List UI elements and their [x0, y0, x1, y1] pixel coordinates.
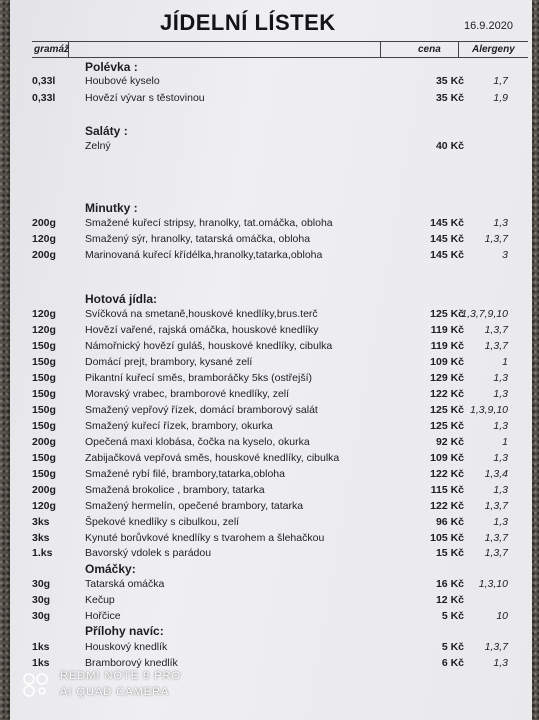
menu-row-name: Smažený hermelín, opečené brambory, tatarka — [85, 500, 304, 512]
watermark-camera: AI QUAD CAMERA — [60, 686, 170, 698]
menu-row-price: 109 Kč — [430, 356, 464, 368]
section-omacky: Omáčky: — [85, 562, 136, 576]
menu-row-quantity: 30g — [32, 578, 51, 590]
menu-row-name: Bramborový knedlík — [85, 657, 178, 669]
menu-date: 16.9.2020 — [464, 20, 513, 32]
menu-row-allergens: 1,7 — [493, 75, 508, 87]
menu-row-allergens: 1,3 — [493, 484, 508, 496]
menu-row-allergens: 1,3,7 — [484, 324, 508, 336]
watermark-model: REDMI NOTE 9 PRO — [60, 670, 182, 682]
menu-row — [10, 641, 532, 655]
menu-row-name: Špekové knedlíky s cibulkou, zelí — [85, 516, 240, 528]
menu-row — [10, 657, 532, 671]
menu-row — [10, 420, 532, 434]
menu-row-name: Zelný — [85, 140, 111, 152]
menu-row-allergens: 1,3,9,10 — [470, 404, 508, 416]
section-polevka: Polévka : — [85, 60, 138, 74]
menu-row-quantity: 150g — [32, 356, 56, 368]
menu-row-quantity: 1ks — [32, 657, 50, 669]
menu-row-allergens: 1,3 — [493, 420, 508, 432]
menu-row-quantity: 30g — [32, 594, 51, 606]
menu-row-name: Smažený sýr, hranolky, tatarská omáčka, obloha — [85, 233, 311, 245]
column-header-cena: cena — [418, 44, 441, 55]
menu-row-name: Svíčková na smetaně,houskové knedlíky,brus.terč — [85, 308, 318, 320]
menu-row — [10, 468, 532, 482]
menu-row-price: 105 Kč — [430, 532, 464, 544]
menu-paper — [10, 0, 532, 720]
menu-row-price: 129 Kč — [430, 372, 464, 384]
menu-row-price: 15 Kč — [435, 547, 464, 559]
menu-row-price: 92 Kč — [435, 436, 464, 448]
menu-row-name: Kečup — [85, 594, 115, 606]
menu-row-quantity: 30g — [32, 610, 51, 622]
menu-row-allergens: 1,3,7,9,10 — [461, 308, 508, 320]
header-bottom-rule — [32, 57, 528, 58]
menu-row — [10, 75, 532, 89]
menu-row-price: 119 Kč — [430, 340, 464, 352]
menu-row — [10, 610, 532, 624]
menu-row-name: Kynuté borůvkové knedlíky s tvarohem a šlehačkou — [85, 532, 325, 544]
menu-row-quantity: 120g — [32, 500, 56, 512]
menu-row-name: Moravský vrabec, bramborové knedlíky, zelí — [85, 388, 290, 400]
section-hotova-jidla: Hotová jídla: — [85, 292, 158, 306]
menu-row-quantity: 0,33l — [32, 75, 56, 87]
menu-row — [10, 356, 532, 370]
menu-row-allergens: 3 — [502, 249, 508, 261]
menu-row-allergens: 1 — [502, 356, 508, 368]
menu-row — [10, 436, 532, 450]
menu-row-name: Hovězí vývar s těstovinou — [85, 92, 205, 104]
menu-row-quantity: 150g — [32, 340, 56, 352]
section-minutky: Minutky : — [85, 201, 138, 215]
menu-row-price: 145 Kč — [430, 217, 464, 229]
menu-row-allergens: 1 — [502, 436, 508, 448]
menu-row-price: 6 Kč — [441, 657, 464, 669]
menu-row-name: Smažené rybí filé, brambory,tatarka,obloha — [85, 468, 285, 480]
header-divider — [380, 41, 381, 57]
menu-row — [10, 500, 532, 514]
menu-row-allergens: 1,3,7 — [484, 340, 508, 352]
menu-row-quantity: 3ks — [32, 532, 50, 544]
menu-row-allergens: 1,3 — [493, 516, 508, 528]
menu-row-name: Marinovaná kuřecí křídélka,hranolky,tatarka,obloha — [85, 249, 323, 261]
menu-row-name: Houbové kyselo — [85, 75, 160, 87]
menu-row-quantity: 150g — [32, 372, 56, 384]
menu-row-quantity: 200g — [32, 217, 56, 229]
menu-row-name: Smažená brokolice , brambory, tatarka — [85, 484, 265, 496]
menu-row — [10, 233, 532, 247]
menu-row-price: 122 Kč — [430, 468, 464, 480]
section-salaty: Saláty : — [85, 124, 128, 138]
menu-row-price: 122 Kč — [430, 388, 464, 400]
menu-row-price: 122 Kč — [430, 500, 464, 512]
menu-row — [10, 217, 532, 231]
menu-row-price: 109 Kč — [430, 452, 464, 464]
menu-row-quantity: 150g — [32, 420, 56, 432]
menu-row — [10, 249, 532, 263]
menu-row-allergens: 1,3,7 — [484, 500, 508, 512]
menu-row-allergens: 1,3 — [493, 388, 508, 400]
menu-row — [10, 372, 532, 386]
menu-row-name: Opečená maxi klobása, čočka na kyselo, okurka — [85, 436, 310, 448]
menu-row-name: Tatarská omáčka — [85, 578, 165, 590]
column-header-gramaz: gramáž — [34, 44, 70, 55]
menu-row-quantity: 120g — [32, 233, 56, 245]
menu-row-allergens: 1,3 — [493, 452, 508, 464]
header-top-rule — [32, 41, 528, 42]
menu-row-price: 5 Kč — [441, 641, 464, 653]
menu-row — [10, 388, 532, 402]
menu-row — [10, 92, 532, 106]
menu-row-allergens: 1,9 — [493, 92, 508, 104]
menu-row-quantity: 150g — [32, 388, 56, 400]
menu-row-quantity: 3ks — [32, 516, 50, 528]
menu-row-quantity: 200g — [32, 249, 56, 261]
menu-row-allergens: 1,3,4 — [484, 468, 508, 480]
menu-row — [10, 340, 532, 354]
menu-row-price: 35 Kč — [435, 92, 464, 104]
menu-row-allergens: 1,3,7 — [484, 233, 508, 245]
menu-row — [10, 547, 532, 561]
menu-row-price: 96 Kč — [435, 516, 464, 528]
menu-row-quantity: 150g — [32, 452, 56, 464]
menu-row-price: 40 Kč — [435, 140, 464, 152]
menu-row-allergens: 10 — [496, 610, 508, 622]
section-prilohy: Přílohy navíc: — [85, 624, 164, 638]
menu-row-quantity: 120g — [32, 324, 56, 336]
menu-row-name: Námořnický hovězí guláš, houskové knedlíky, cibulka — [85, 340, 333, 352]
menu-row — [10, 532, 532, 546]
menu-row-price: 125 Kč — [430, 308, 464, 320]
menu-row — [10, 324, 532, 338]
menu-row — [10, 404, 532, 418]
menu-row-allergens: 1,3 — [493, 657, 508, 669]
menu-row — [10, 516, 532, 530]
menu-row-price: 145 Kč — [430, 233, 464, 245]
menu-row-quantity: 150g — [32, 468, 56, 480]
menu-row-allergens: 1,3 — [493, 372, 508, 384]
menu-row-quantity: 120g — [32, 308, 56, 320]
menu-row-price: 5 Kč — [441, 610, 464, 622]
menu-row-name: Hovězí vařené, rajská omáčka, houskové knedlíky — [85, 324, 319, 336]
menu-row — [10, 484, 532, 498]
menu-row-price: 119 Kč — [430, 324, 464, 336]
menu-row — [10, 140, 532, 154]
menu-row-price: 145 Kč — [430, 249, 464, 261]
menu-row-quantity: 200g — [32, 436, 56, 448]
menu-row-name: Domácí prejt, brambory, kysané zelí — [85, 356, 253, 368]
column-header-alergeny: Alergeny — [472, 44, 515, 55]
menu-row-allergens: 1,3,7 — [484, 532, 508, 544]
menu-row-name: Bavorský vdolek s parádou — [85, 547, 212, 559]
menu-row-allergens: 1,3,7 — [484, 641, 508, 653]
menu-row — [10, 594, 532, 608]
menu-row-price: 125 Kč — [430, 404, 464, 416]
menu-row-price: 35 Kč — [435, 75, 464, 87]
menu-row-price: 115 Kč — [430, 484, 464, 496]
menu-row — [10, 308, 532, 322]
menu-row-name: Smažený kuřecí řízek, brambory, okurka — [85, 420, 273, 432]
menu-row-price: 12 Kč — [435, 594, 464, 606]
menu-row-name: Zabijačková vepřová směs, houskové knedlíky, cibulka — [85, 452, 340, 464]
menu-row-name: Smažené kuřecí stripsy, hranolky, tat.omáčka, obloha — [85, 217, 333, 229]
menu-row-allergens: 1,3,10 — [478, 578, 508, 590]
menu-row — [10, 578, 532, 592]
menu-row-quantity: 1ks — [32, 641, 50, 653]
header-divider — [458, 41, 459, 57]
menu-row-quantity: 150g — [32, 404, 56, 416]
menu-row-quantity: 1.ks — [32, 547, 53, 559]
menu-row-name: Houskový knedlík — [85, 641, 168, 653]
camera-lens-icon — [20, 672, 52, 698]
menu-row-name: Smažený vepřový řízek, domácí bramborový salát — [85, 404, 318, 416]
menu-row-quantity: 0,33l — [32, 92, 56, 104]
menu-row-allergens: 1,3 — [493, 217, 508, 229]
menu-row-name: Hořčice — [85, 610, 121, 622]
page-title: JÍDELNÍ LÍSTEK — [160, 10, 336, 35]
menu-row-quantity: 200g — [32, 484, 56, 496]
menu-row-price: 125 Kč — [430, 420, 464, 432]
menu-row — [10, 452, 532, 466]
menu-row-allergens: 1,3,7 — [484, 547, 508, 559]
menu-row-price: 16 Kč — [435, 578, 464, 590]
menu-row-name: Pikantní kuřecí směs, bramboráčky 5ks (ostřejší) — [85, 372, 312, 384]
